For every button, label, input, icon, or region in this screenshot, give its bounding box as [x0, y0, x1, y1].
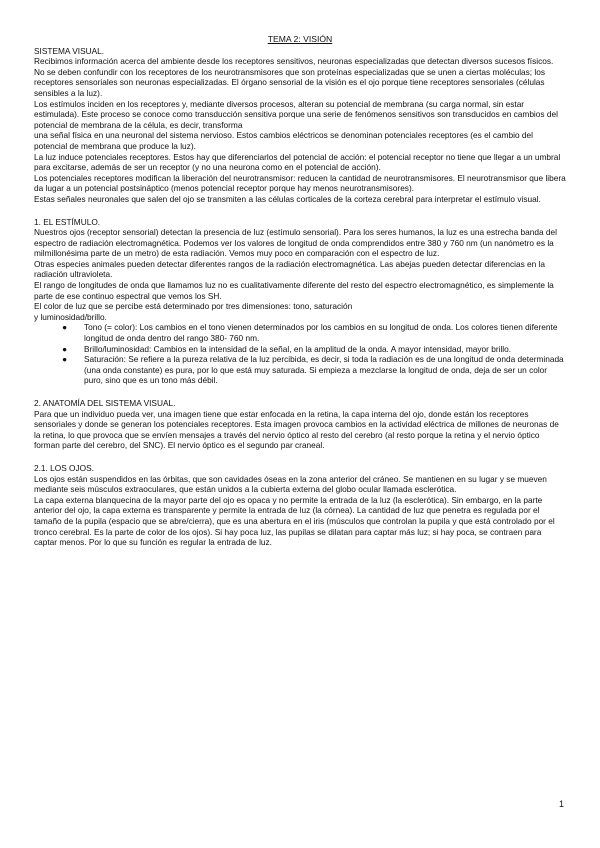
list-item-text: Brillo/luminosidad: Cambios en la intensidad de la señal, en la amplitud de la onda. A mayor intensidad, mayor brillo. [84, 343, 512, 354]
section-heading-anatomia: 2. ANATOMÍA DEL SISTEMA VISUAL. [34, 398, 176, 408]
paragraph: Los potenciales receptores modifican la liberación del neurotransmisor: reducen la cantidad de neurotransmisores. El neurotransmisor que libera da lugar a un potencial postsináptico (menos potencial receptor porque hay menos neurotransmisores). [34, 172, 566, 194]
paragraph: El color de luz que se percibe está determinado por tres dimensiones: tono, saturación [34, 301, 353, 312]
bullet-icon: ● [62, 354, 68, 365]
list-item-text: Tono (= color): Los cambios en el tono vienen determinados por los cambios en su longitud de onda. Los colores tienen diferente longitud de onda dentro del rango 380- 760 nm. [84, 322, 558, 344]
list-item [62, 322, 566, 344]
paragraph: Los estímulos inciden en los receptores y, mediante diversos procesos, alteran su potencial de membrana (su carga normal, sin estar estimulada). Este proceso se conoce como transducción sensitiva porque una serie de fenómenos sensitivos son transducidos en cambios del potencial de membrana de la célula, es decir, transforma [34, 98, 558, 130]
paragraph: Estas señales neuronales que salen del ojo se transmiten a las células corticales de la corteza cerebral para interpretar el estímulo visual. [34, 193, 541, 204]
paragraph: Recibimos información acerca del ambiente desde los receptores sensitivos, neuronas especializadas que detectan diversos sucesos físicos. No se deben confundir con los receptores de los neurotransmisores que son proteínas especializadas que se unen a ciertas moléculas; los receptores sensoriales son neuronas especializadas. El órgano sensorial de la visión es el ojo porque tiene receptores sensoriales (células sensibles a la luz). [34, 56, 554, 98]
list-item [62, 343, 566, 355]
document-title: TEMA 2: VISIÓN [267, 34, 333, 44]
list-item [62, 354, 566, 386]
paragraph: Nuestros ojos (receptor sensorial) detectan la presencia de luz (estímulo sensorial). Para los seres humanos, la luz es una estrecha banda del espectro de radiación electromagnética. Podemos ver los valores de longitud de onda comprendidos entre 380 y 760 nm (un nanómetro es la milmillonésima parte de un metro) de esta radiación. Vemos muy poco en comparación con el espectro de luz. [34, 227, 557, 259]
paragraph: El rango de longitudes de onda que llamamos luz no es cualitativamente diferente del resto del espectro electromagnético, es simplemente la parte de ese continuo espectral que vemos los SH. [34, 280, 554, 301]
section-heading-sistema-visual: SISTEMA VISUAL. [34, 45, 105, 56]
document-page [34, 34, 566, 548]
paragraph: La capa externa blanquecina de la mayor parte del ojo es opaca y no permite la entrada de la luz (la esclerótica). Sin embargo, en la parte anterior del ojo, la capa externa es transparente y permite la entrada de luz (la córnea). La cantidad de luz que penetra es regulada por el tamaño de la pupila (espacio que se abre/cierra), que es una abertura en el iris (músculos que controlan la pupila y que está controlado por el tronco cerebral. Es la parte de color de los ojos). Si hay poca luz, las pupilas se dilatan para captar más luz; si hay poca, se contraen para captar menos. Por lo que su función es regular la entrada de luz. [34, 494, 555, 548]
bullet-icon: ● [62, 343, 68, 354]
paragraph: Para que un individuo pueda ver, una imagen tiene que estar enfocada en la retina, la capa interna del ojo, donde están los receptores sensoriales y donde se generan los potenciales receptores. Esta imagen provoca cambios en la actividad eléctrica de millones de neuronas de la retina, lo que provoca que se envíen mensajes a través del nervio óptico al resto del cerebro (al resto porque la retina y el nervio óptico forman parte del cerebro, del SNC). El nervio óptico es el segundo par craneal. [34, 408, 559, 451]
bullet-icon: ● [62, 322, 68, 333]
paragraph: Otras especies animales pueden detectar diferentes rangos de la radiación electromagnética. Las abejas pueden detectar diferencias en la radiación ultravioleta. [34, 258, 546, 280]
page-number: 1 [558, 799, 564, 809]
paragraph: Los ojos están suspendidos en las órbitas, que son cavidades óseas en la zona anterior del cráneo. Se mantienen en su lugar y se mueven mediante seis músculos extraoculares, que están unidos a la cubierta externa del globo ocular llamada esclerótica. [34, 473, 547, 495]
section-heading-estimulo: 1. EL ESTÍMULO. [34, 216, 101, 227]
section-heading-ojos: 2.1. LOS OJOS. [34, 462, 94, 473]
paragraph: La luz induce potenciales receptores. Estos hay que diferenciarlos del potencial de acción: el potencial receptor no tiene que llegar a un umbral para excitarse, además de ser un receptor (y no una neurona como en el potencial de acción). [34, 151, 561, 173]
paragraph: una señal física en una neuronal del sistema nervioso. Estos cambios eléctricos se denominan potenciales receptores (es el cambio del potencial de membrana que produce la luz). [34, 130, 534, 151]
list-item-text: Saturación: Se refiere a la pureza relativa de la luz percibida, es decir, si toda la radiación es de una longitud de onda determinada (una onda constante) es pura, por lo que está muy saturada. Si empieza a mezclarse la longitud de onda, deja de ser un color puro, sino que es un tono más débil. [84, 354, 564, 386]
paragraph: y luminosidad/brillo. [34, 311, 107, 322]
bullet-list [34, 322, 566, 386]
